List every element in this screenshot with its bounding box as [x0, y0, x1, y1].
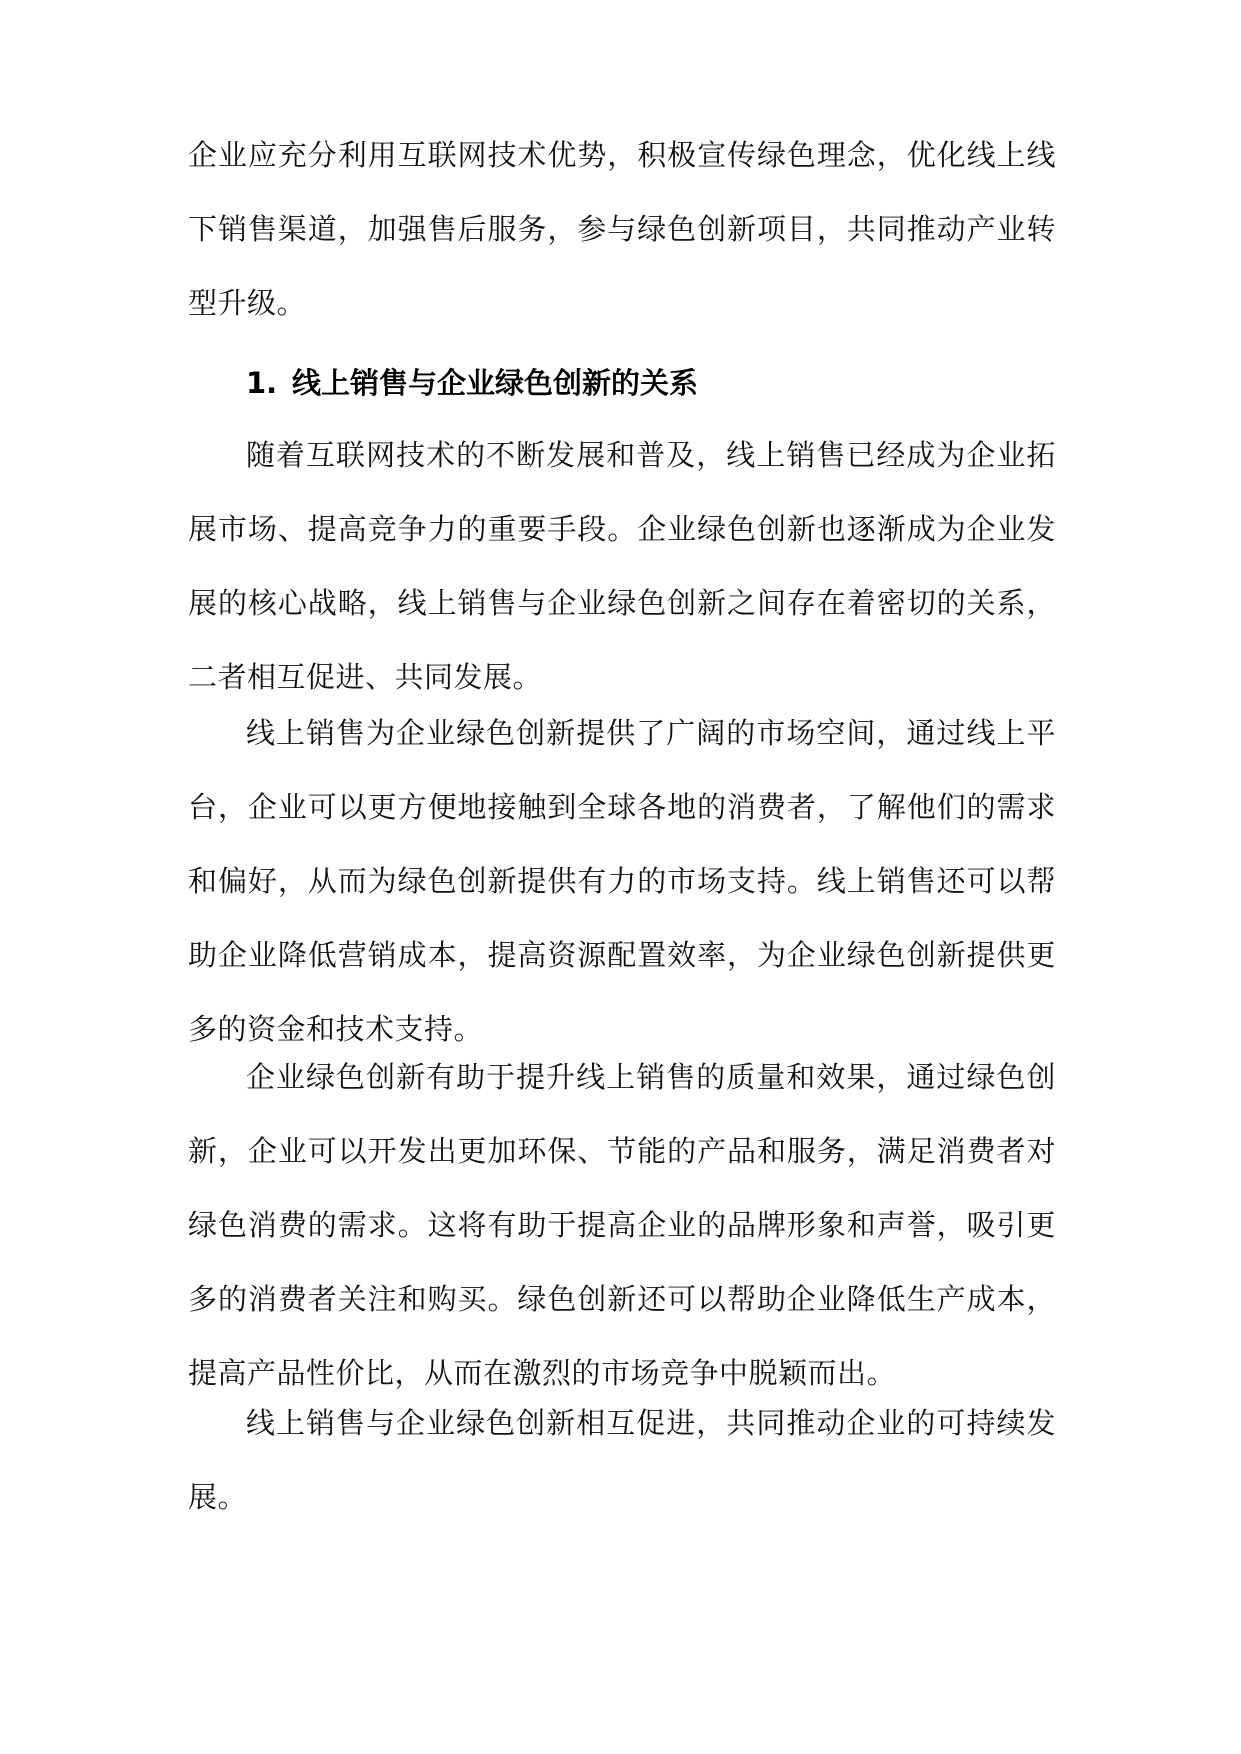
- section-title: 线上销售与企业绿色创新的关系: [292, 366, 699, 400]
- intro-paragraph: 企业应充分利用互联网技术优势，积极宣传绿色理念，优化线上线下销售渠道，加强售后服务，参与绿色创新项目，共同推动产业转型升级。: [188, 138, 1056, 320]
- body-paragraph-3: 企业绿色创新有助于提升线上销售的质量和效果，通过绿色创新，企业可以开发出更加环保、节能的产品和服务，满足消费者对绿色消费的需求。这将有助于提高企业的品牌形象和声誉，吸引更多的消费者关注和购买。绿色创新还可以帮助企业降低生产成本，提高产品性价比，从而在激烈的市场竞争中脱颖而出。: [188, 1060, 1056, 1390]
- section-number: 1.: [246, 366, 278, 400]
- body-paragraph-1: 随着互联网技术的不断发展和普及，线上销售已经成为企业拓展市场、提高竞争力的重要手段。企业绿色创新也逐渐成为企业发展的核心战略，线上销售与企业绿色创新之间存在着密切的关系，二者相互促进、共同发展。: [188, 438, 1056, 694]
- body-paragraph-2: 线上销售为企业绿色创新提供了广阔的市场空间，通过线上平台，企业可以更方便地接触到全球各地的消费者，了解他们的需求和偏好，从而为绿色创新提供有力的市场支持。线上销售还可以帮助企业降低营销成本，提高资源配置效率，为企业绿色创新提供更多的资金和技术支持。: [188, 716, 1056, 1046]
- section-heading: [246, 346, 1046, 420]
- body-paragraph-4: 线上销售与企业绿色创新相互促进，共同推动企业的可持续发展。: [188, 1406, 1056, 1514]
